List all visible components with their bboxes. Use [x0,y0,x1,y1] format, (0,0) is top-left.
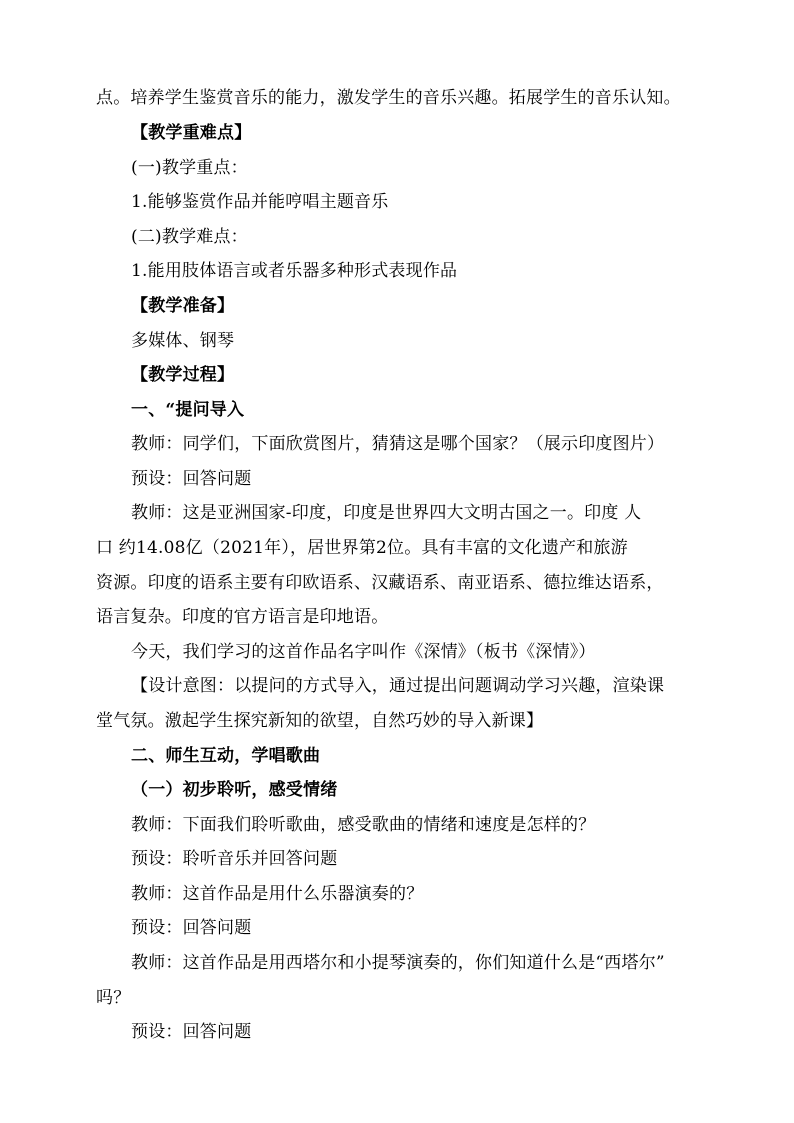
dialogue-line: 教师：同学们，下面欣赏图片，猜猜这是哪个国家？（展示印度图片） [131,434,665,454]
dialogue-line: 预设：回答问题 [131,1022,252,1042]
list-item: 1.能用肢体语言或者乐器多种形式表现作品 [131,261,458,281]
section-heading: 【教学过程】 [131,365,235,385]
subheading: (一)教学重点： [131,158,248,178]
paragraph-line: 语言复杂。印度的官方语言是印地语。 [96,607,389,627]
paragraph-line: 点。培养学生鉴赏音乐的能力，激发学生的音乐兴趣。拓展学生的音乐认知。 [96,88,681,108]
paragraph-line: 吗？ [96,988,131,1008]
dialogue-line: 教师：这首作品是用什么乐器演奏的？ [131,884,424,904]
dialogue-line: 教师：下面我们聆听歌曲，感受歌曲的情绪和速度是怎样的？ [131,815,596,835]
paragraph-line: 资源。印度的语系主要有印欧语系、汉藏语系、南亚语系、德拉维达语系， [96,573,664,593]
dialogue-line: 预设：回答问题 [131,469,252,489]
dialogue-line: 教师：这首作品是用西塔尔和小提琴演奏的，你们知道什么是“西塔尔” [131,953,665,973]
paragraph-line: 多媒体、钢琴 [131,331,235,351]
subheading: (二)教学难点： [131,227,248,247]
dialogue-line: 教师：这是亚洲国家-印度，印度是世界四大文明古国之一。印度 人 [131,503,642,523]
part-heading: 一、“提问导入 [131,400,245,420]
section-heading: 【教学重难点】 [131,123,252,143]
paragraph-line: 今天，我们学习的这首作品名字叫作《深情》（板书《深情》） [131,642,596,662]
part-heading: 二、师生互动，学唱歌曲 [131,746,321,766]
dialogue-line: 预设：聆听音乐并回答问题 [131,849,338,869]
design-intent-line: 【设计意图：以提问的方式导入，通过提出问题调动学习兴趣，渲染课 [131,676,665,696]
list-item: 1.能够鉴赏作品并能哼唱主题音乐 [131,192,389,212]
section-heading: 【教学准备】 [131,296,235,316]
subpart-heading: （一）初步聆听，感受情绪 [131,780,338,800]
design-intent-line: 堂气氛。激起学生探究新知的欲望，自然巧妙的导入新课】 [96,711,544,731]
paragraph-line: 口 约14.08亿（2021年），居世界第2位。具有丰富的文化遗产和旅游 [96,538,628,558]
dialogue-line: 预设：回答问题 [131,918,252,938]
